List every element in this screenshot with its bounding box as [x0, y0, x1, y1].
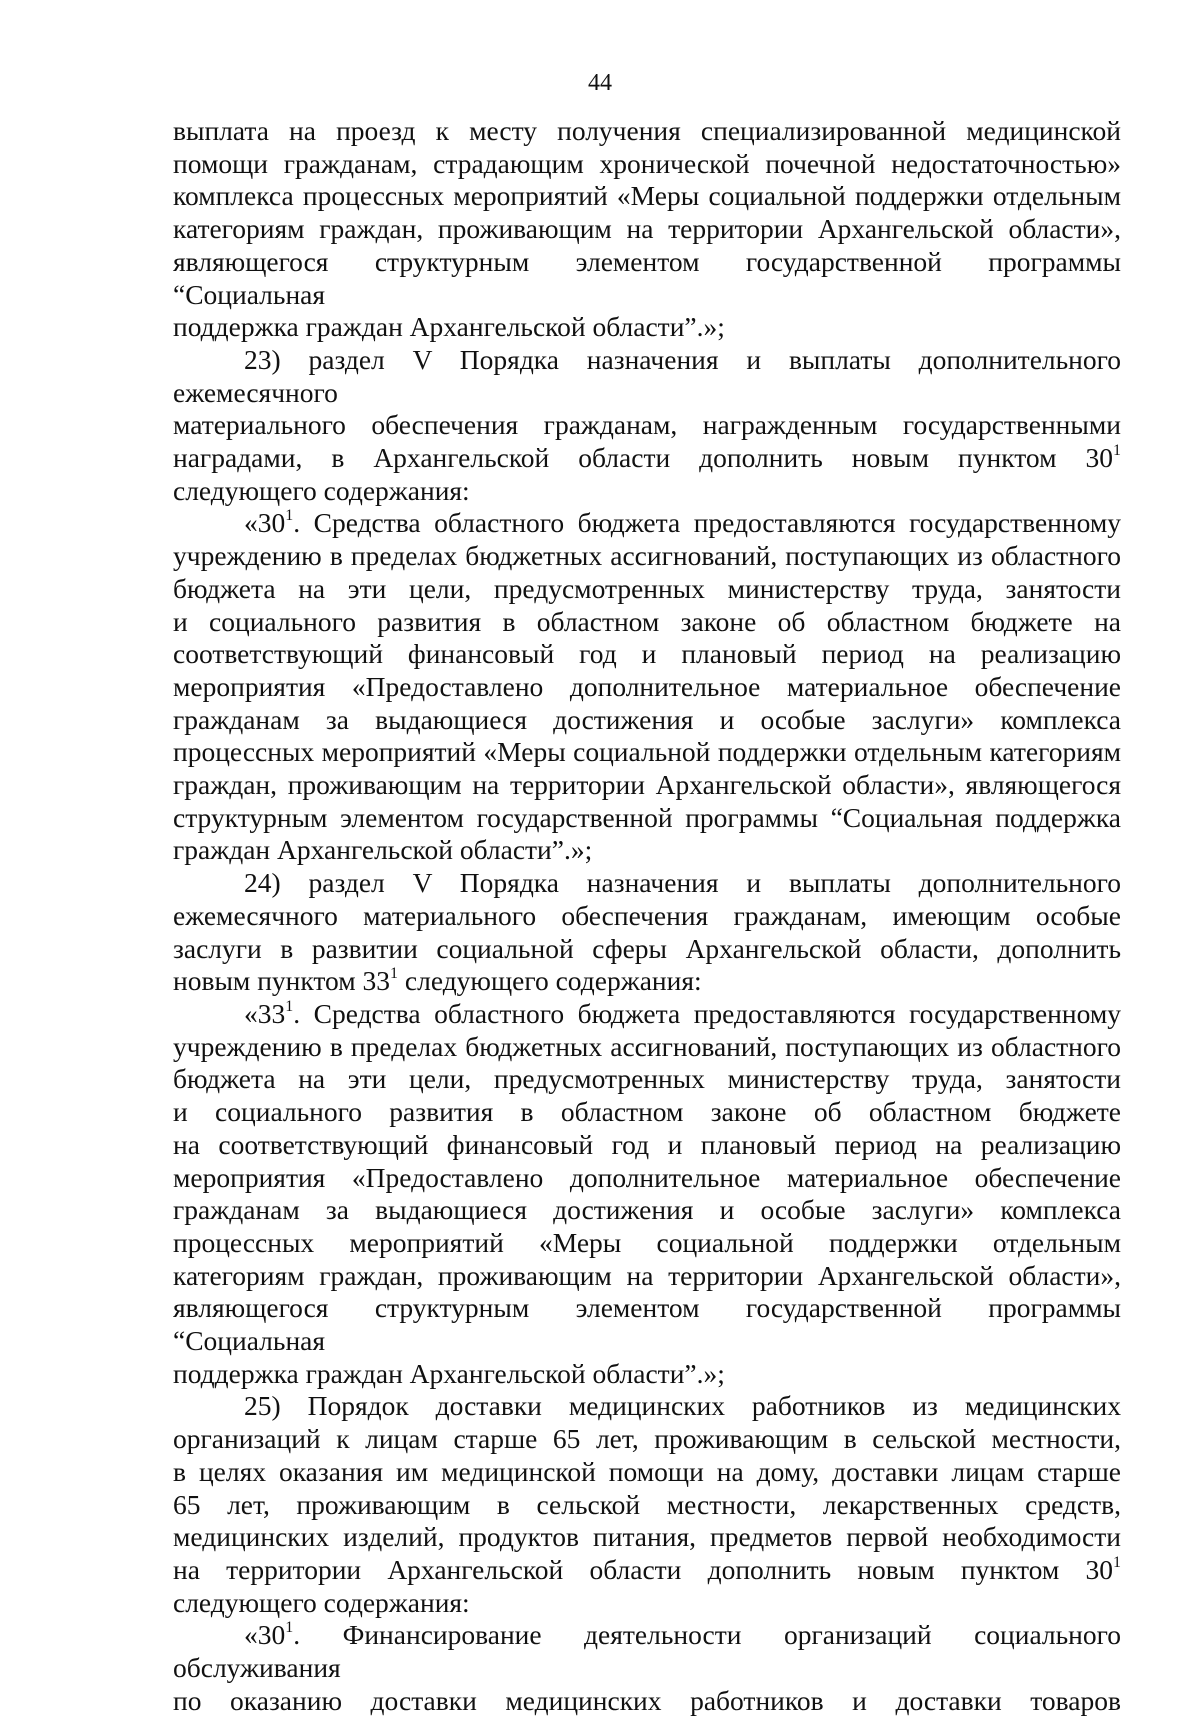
paragraph-point-33-1: «$33^1$. Средства областного бюджета предоставляются государственному — [244, 997, 1121, 1029]
paragraph-continuation: выплата на проезд к месту получения специализированной медицинской — [173, 115, 1121, 146]
page-number: 44 — [588, 70, 612, 96]
document-body: выплата на проезд к месту получения специализированной медицинской помощи гражданам, страдающим хронической почечной недостаточностью» комплекса процессных мероприятий «Меры социальной поддержки отдельным категориям граждан, проживающим на территории Архангельской области», являющегося структурным элементом государственной программы “Социальная поддержка граждан Архангельской области”.»; 23) раздел V Порядка назначения и выплаты дополнительного ежемесячного материального обеспечения гражданам, награжденным государственными наградами, в Архангельской области дополнить новым пунктом $30^1$ следующего содержания: «$30^1$. Средства областного бюджета предоставляются государственному учреждению в пределах бюджетных ассигнований, поступающих из областного бюджета на эти цели, предусмотренных министерству труда, занятости и социального развития в областном законе об областном бюджете на соответствующий финансовый год и плановый период на реализацию мероприятия «Предоставлено дополнительное материальное обеспечение гражданам за выдающиеся достижения и особые заслуги» комплекса процессных мероприятий «Меры социальной поддержки отдельным категориям граждан, проживающим на территории Архангельской области», являющегося структурным элементом государственной программы “Социальная поддержка граждан Архангельской области”.»; 24) раздел V Порядка назначения и выплаты дополнительного ежемесячного материального обеспечения гражданам, имеющим особые заслуги в развитии социальной сферы Архангельской области, дополнить новым пунктом $33^1$ следующего содержания: «$33^1$. Средства областного бюджета предоставляются государственному учреждению в пределах бюджетных ассигнований, поступающих из областного бюджета на эти цели, предусмотренных министерству труда, занятости и социального развития в областном законе об областном бюджете на соответствующий финансовый год и плановый период на реализацию мероприятия «Предоставлено дополнительное материальное обеспечение гражданам за выдающиеся достижения и особые заслуги» комплекса процессных мероприятий «Меры социальной поддержки отдельным категориям граждан, проживающим на территории Архангельской области», являющегося структурным элементом государственной программы “Социальная поддержка граждан Архангельской области”.»; 25) Порядок доставки медицинских работников из медицинских организаций к лицам старше 65 лет, проживающим в сельской местности, в целях оказания им медицинской помощи на дому, доставки лицам старше 65 лет, проживающим в сельской местности, лекарственных средств, медицинских изделий, продуктов питания, предметов первой необходимости на территории Архангельской области дополнить новым пунктом $30^1$ следующего содержания: «$30^1$. Финансирование деятельности организаций социального обслуживания по оказанию доставки медицинских работников и доставки товаров — [173, 115, 1121, 1716]
paragraph-item-25: 25) Порядок доставки медицинских работников из медицинских — [244, 1390, 1121, 1422]
paragraph-point-30-1-financing: «$30^1$. Финансирование деятельности организаций социального обслуживания — [173, 1619, 1121, 1684]
paragraph-point-30-1: «$30^1$. Средства областного бюджета предоставляются государственному — [244, 507, 1121, 539]
paragraph-item-23: 23) раздел V Порядка назначения и выплаты дополнительного ежемесячного — [173, 343, 1121, 408]
paragraph-item-24: 24) раздел V Порядка назначения и выплаты дополнительного — [244, 867, 1121, 899]
